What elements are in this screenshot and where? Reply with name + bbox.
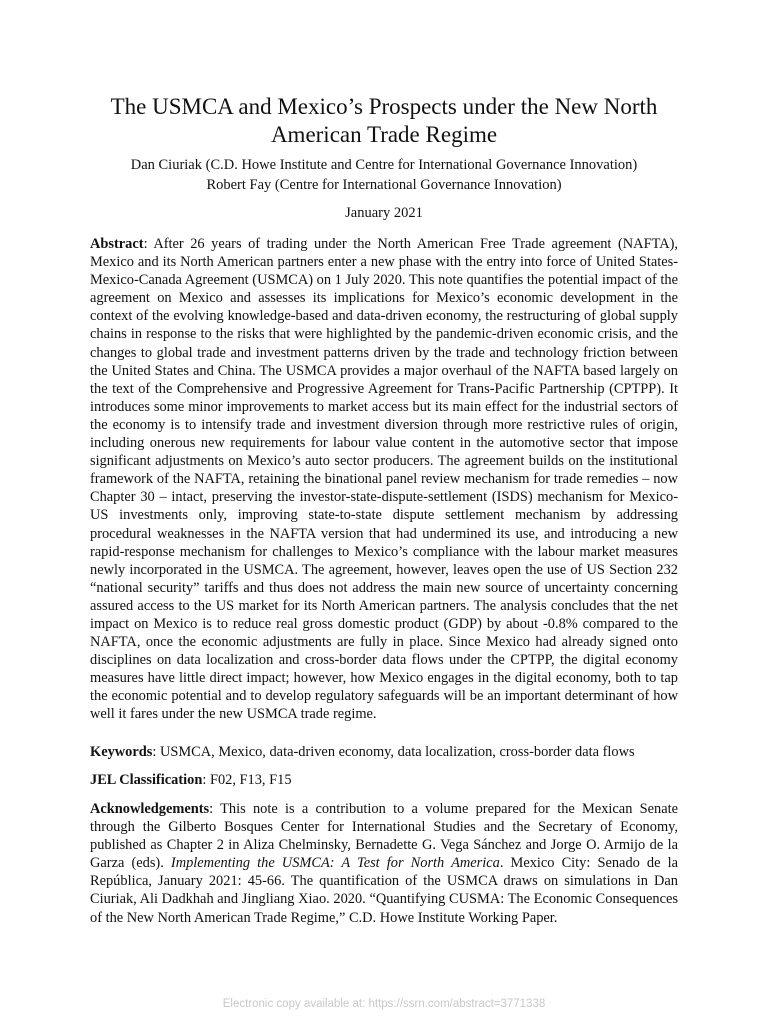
acknowledgements-book-title: Implementing the USMCA: A Test for North America [170,855,500,872]
jel-classification-paragraph [90,771,678,789]
abstract-paragraph [90,235,678,724]
paper-title-line-1: The USMCA and Mexico’s Prospects under the New North [110,94,658,119]
publication-date: January 2021 [345,205,423,221]
acknowledgements-paragraph [90,800,678,927]
abstract-text: : After 26 years of trading under the North American Free Trade agreement (NAFTA), Mexico and its North American partners enter a new phase with the entry into force of United States-Mexico-Canada Agreement (USMCA) on 1 July 2020. This note quantifies the potential impact of the agreement on Mexico and assesses its implications for Mexico’s economic development in the context of the evolving knowledge-based and data-driven economy, the restructuring of global supply chains in response to the risks that were highlighted by the pandemic-driven economic crisis, and the changes to global trade and investment patterns driven by the trade and technology friction between the United States and China. The USMCA provides a major overhaul of the NAFTA based largely on the text of the Comprehensive and Progressive Agreement for Trans-Pacific Partnership (CPTPP). It introduces some minor improvements to market access but its main effect for the industrial sectors of the economy is to intensify trade and investment diversion through more restrictive rules of origin, including onerous new requirements for labour value content in the automotive sector that impose significant adjustments on Mexico’s auto sector producers. The agreement builds on the institutional framework of the NAFTA, retaining the binational panel review mechanism for trade remedies – now Chapter 30 – intact, preserving the investor-state-dispute-settlement (ISDS) mechanism for Mexico-US investments only, improving state-to-state dispute settlement mechanism by addressing procedural weaknesses in the NAFTA version that had undermined its use, and introducing a new rapid-response mechanism for challenges to Mexico’s compliance with the labour market measures newly incorporated in the USMCA. The agreement, however, leaves open the use of US Section 232 “national security” tariffs and thus does not address the main new source of uncertainty concerning assured access to the US market for its North American partners. The analysis concludes that the net impact on Mexico is to reduce real gross domestic product (GDP) by about -0.8% compared to the NAFTA, once the economic adjustments are fully in place. Since Mexico had already signed onto disciplines on data localization and cross-border data flows under the CPTPP, the digital economy measures have little direct impact; however, how Mexico engages in the digital economy, both to tap the economic potential and to develop regulatory safeguards will be an important determinant of how well it fares under the new USMCA trade regime. [90,236,678,723]
jel-text: : F02, F13, F15 [202,772,292,788]
keywords-text: : USMCA, Mexico, data-driven economy, data localization, cross-border data flows [152,744,635,760]
abstract-label: Abstract [90,236,144,252]
paper-title-line-2: American Trade Regime [270,122,498,147]
acknowledgements-text-after: . Mexico City: Senado de la República, January 2021: 45-66. The quantification of the USMCA draws on simulations in Dan Ciuriak, Ali Dadkhah and Jingliang Xiao. 2020. “Quantifying CUSMA: The Economic Consequences of the New North American Trade Regime,” C.D. Howe Institute Working Paper. [90,855,678,926]
keywords-label: Keywords [90,744,153,760]
jel-label: JEL Classification [90,772,203,788]
acknowledgements-text-before: : This note is a contribution to a volume prepared for the Mexican Senate through the Gilberto Bosques Center for International Studies and the Secretary of Economy, published as Chapter 2 in Aliza Chelminsky, Bernadette G. Vega Sánchez and Jorge O. Armijo de la Garza (eds). [90,801,678,872]
author-2: Robert Fay (Centre for International Governance Innovation) [206,177,562,193]
author-1: Dan Ciuriak (C.D. Howe Institute and Centre for International Governance Innovation) [130,157,638,173]
acknowledgements-label: Acknowledgements [90,801,210,817]
ssrn-footer-link[interactable]: Electronic copy available at: https://ssrn.com/abstract=3771338 [222,998,546,1010]
paper-title [60,93,708,149]
keywords-paragraph [90,743,678,761]
